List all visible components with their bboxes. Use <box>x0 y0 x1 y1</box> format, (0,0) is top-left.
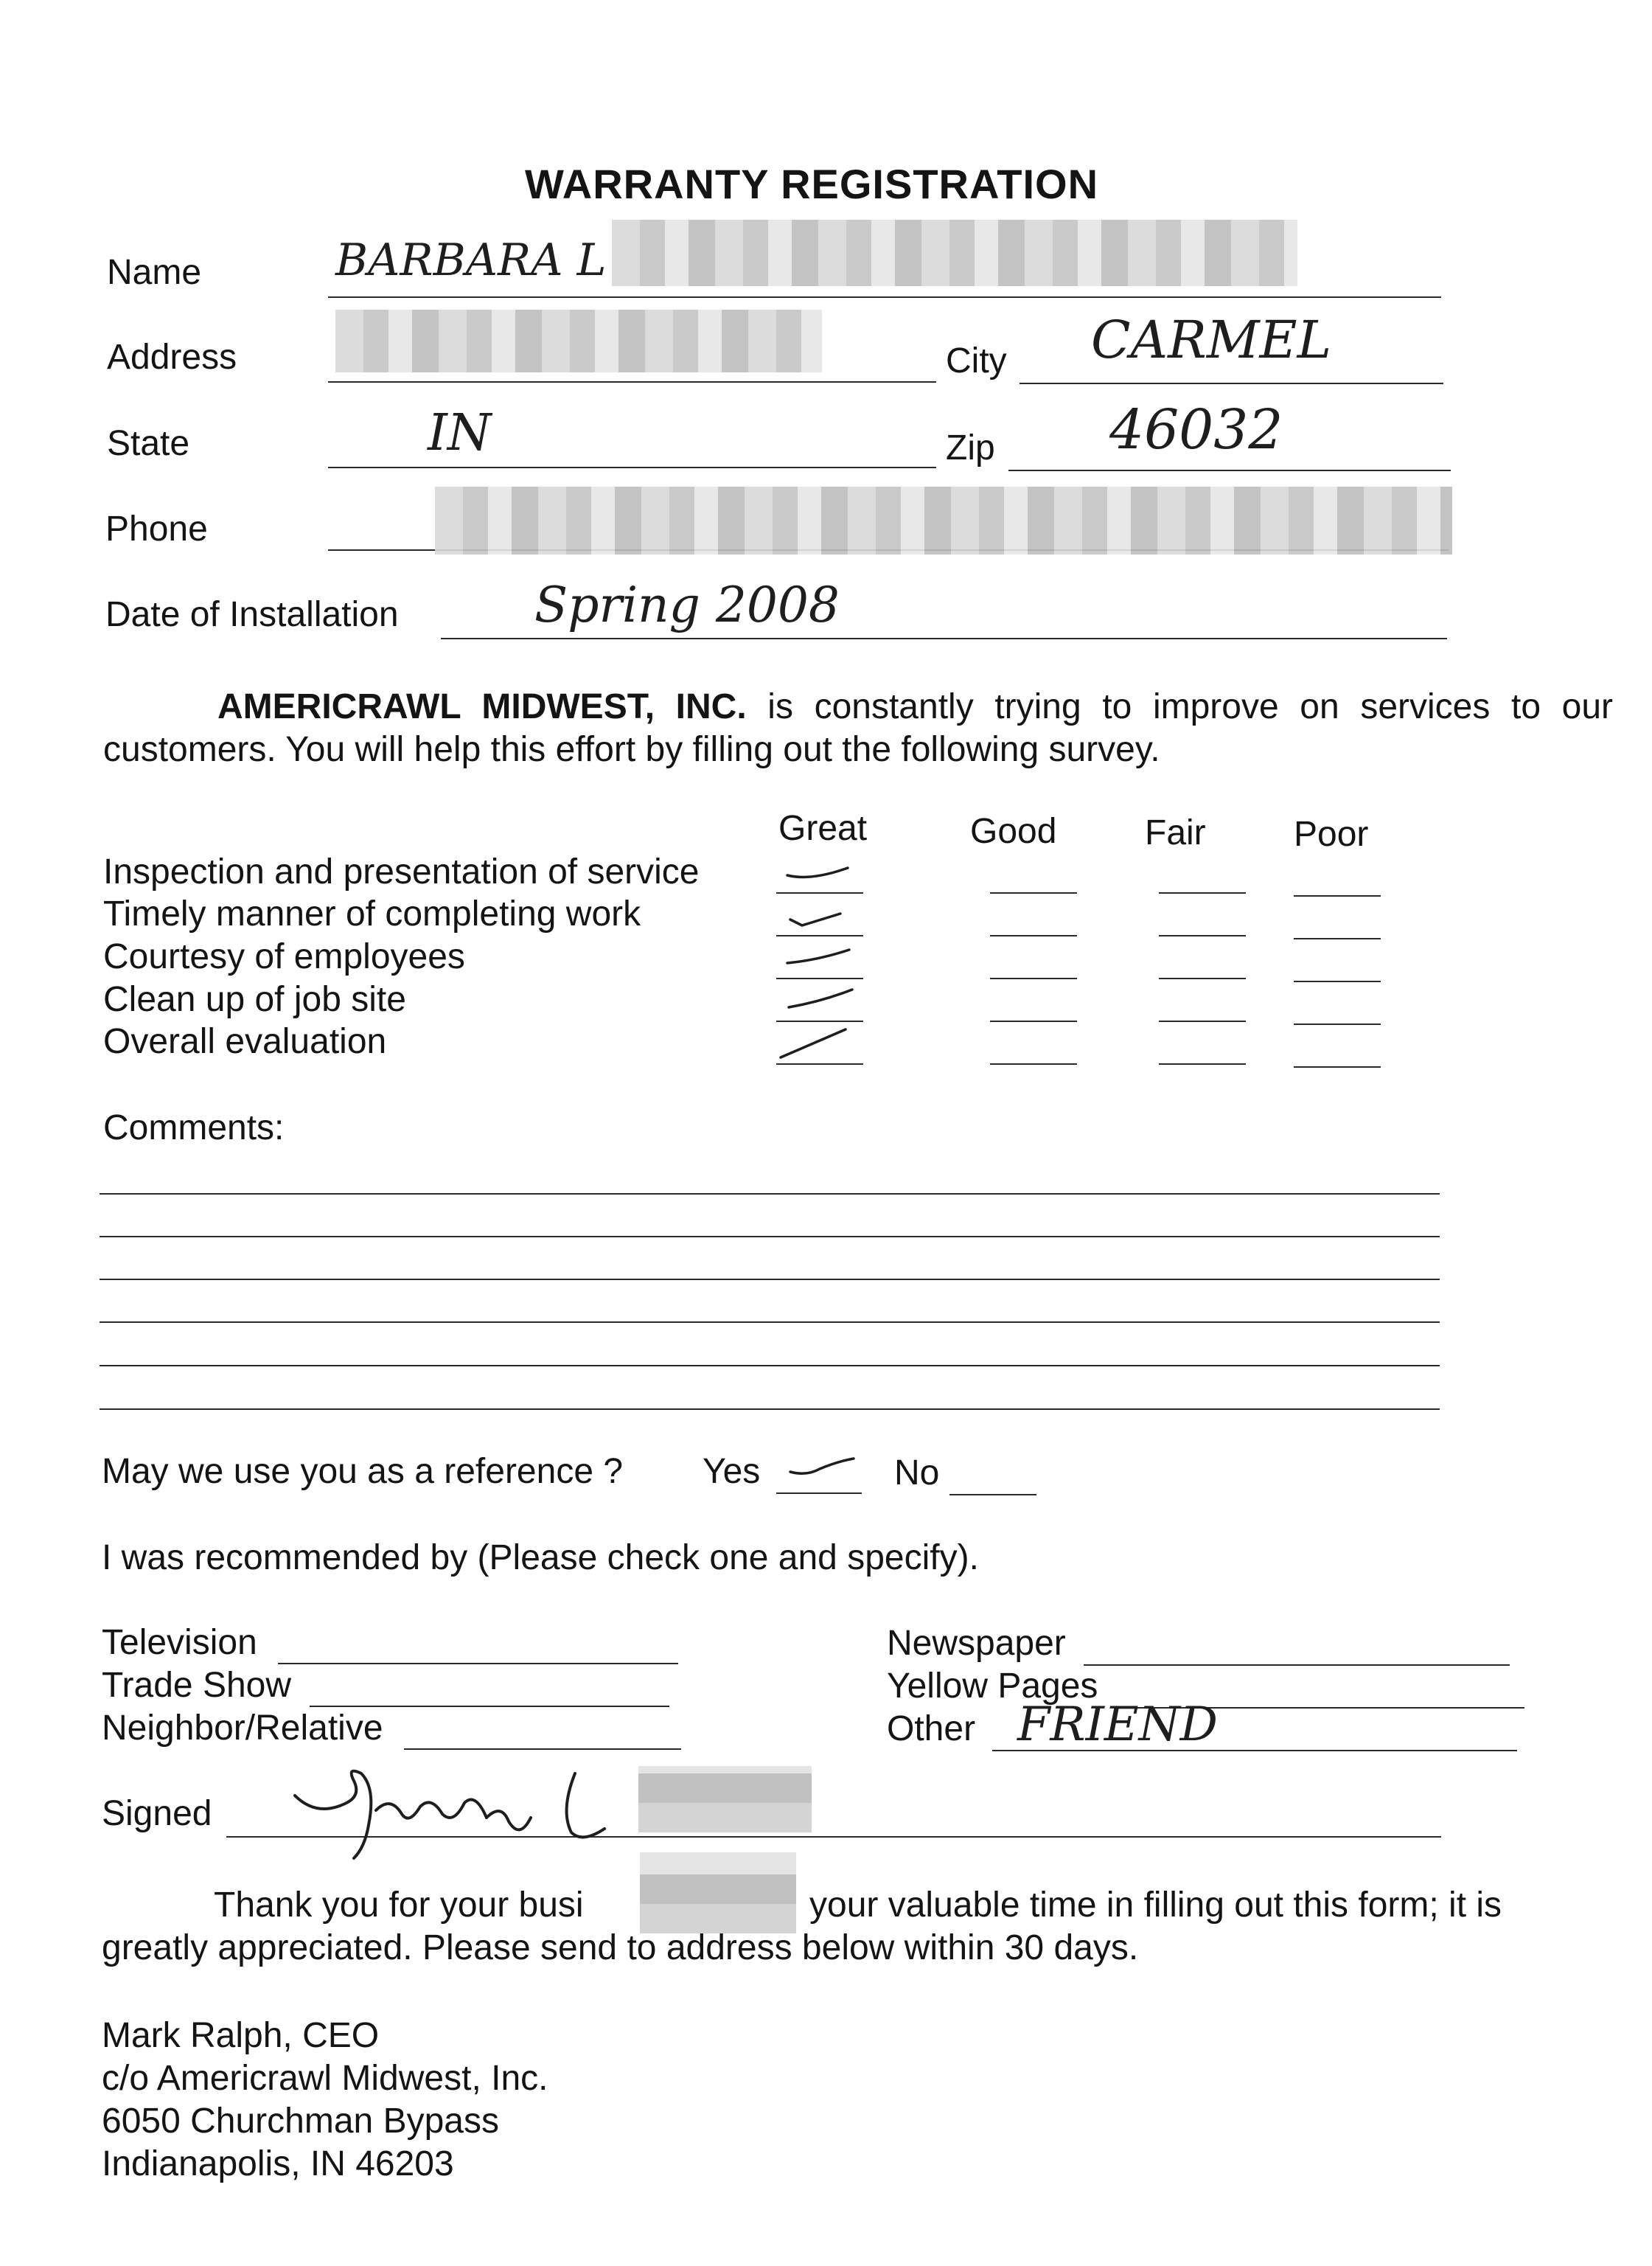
city-value[interactable]: CARMEL <box>1091 310 1332 370</box>
answer-line-good-5[interactable] <box>990 1063 1077 1065</box>
intro-paragraph <box>103 686 1613 771</box>
checkmark-icon <box>778 1025 851 1062</box>
closing-line1-start: Thank you for your busi <box>214 1886 584 1925</box>
zip-value[interactable]: 46032 <box>1109 398 1283 462</box>
answer-line-great-2[interactable] <box>776 935 863 936</box>
comment-line[interactable] <box>100 1321 1440 1323</box>
address-line-4: Indianapolis, IN 46203 <box>102 2144 454 2183</box>
answer-line-good-1[interactable] <box>990 892 1077 894</box>
television-line[interactable] <box>278 1663 678 1664</box>
date-installation-value[interactable]: Spring 2008 <box>534 577 840 633</box>
date-installation-label: Date of Installation <box>105 595 399 634</box>
comment-line[interactable] <box>100 1193 1440 1195</box>
question-inspection: Inspection and presentation of service <box>103 852 700 892</box>
comment-line[interactable] <box>100 1408 1440 1410</box>
answer-line-good-2[interactable] <box>990 935 1077 936</box>
state-line <box>328 467 936 468</box>
address-line-3: 6050 Churchman Bypass <box>102 2102 499 2141</box>
answer-line-great-3[interactable] <box>776 978 863 979</box>
address-line <box>328 381 936 383</box>
redacted-address <box>335 310 822 372</box>
state-label: State <box>107 424 190 463</box>
option-trade-show: Trade Show <box>102 1666 292 1705</box>
name-label: Name <box>107 253 202 292</box>
checkmark-icon <box>781 903 855 933</box>
question-cleanup: Clean up of job site <box>103 980 406 1019</box>
closing-line2: greatly appreciated. Please send to address below within 30 days. <box>102 1928 1139 1967</box>
answer-line-poor-2[interactable] <box>1294 938 1381 939</box>
signed-label: Signed <box>102 1794 212 1833</box>
checkmark-icon <box>781 944 855 973</box>
name-value[interactable]: BARBARA L <box>335 234 607 286</box>
checkmark-icon <box>786 1453 860 1482</box>
city-label: City <box>946 341 1007 380</box>
column-fair: Fair <box>1145 813 1206 852</box>
comment-line[interactable] <box>100 1365 1440 1366</box>
redacted-phone <box>435 487 1452 555</box>
redacted-name <box>612 220 1297 286</box>
checkmark-icon <box>781 859 855 889</box>
column-good: Good <box>970 812 1057 851</box>
zip-line <box>1008 470 1451 471</box>
reference-no-label: No <box>894 1453 940 1492</box>
name-line <box>328 296 1441 298</box>
answer-line-poor-4[interactable] <box>1294 1023 1381 1025</box>
trade-show-line[interactable] <box>310 1706 669 1707</box>
answer-line-great-5[interactable] <box>776 1063 863 1065</box>
comment-line[interactable] <box>100 1236 1440 1237</box>
closing-line1-end: your valuable time in filling out this form; it is <box>809 1886 1502 1925</box>
answer-line-poor-5[interactable] <box>1294 1066 1381 1068</box>
form-title: WARRANTY REGISTRATION <box>525 161 1099 207</box>
address-label: Address <box>107 338 237 377</box>
city-line <box>1020 383 1443 384</box>
option-yellow-pages: Yellow Pages <box>887 1667 1098 1706</box>
intro-text: is constantly trying to improve on services to our customers. You will help this effort by filling out the following survey. <box>103 687 1614 769</box>
option-television: Television <box>102 1623 257 1662</box>
answer-line-poor-3[interactable] <box>1294 981 1381 982</box>
other-value[interactable]: FRIEND <box>1017 1697 1218 1752</box>
option-other: Other <box>887 1709 976 1748</box>
answer-line-fair-1[interactable] <box>1159 892 1246 894</box>
comment-line[interactable] <box>100 1279 1440 1280</box>
comments-label: Comments: <box>103 1108 285 1147</box>
column-great: Great <box>778 809 868 848</box>
company-name: AMERICRAWL MIDWEST, INC. <box>217 687 747 726</box>
address-line-2: c/o Americrawl Midwest, Inc. <box>102 2059 548 2098</box>
answer-line-poor-1[interactable] <box>1294 895 1381 897</box>
answer-line-good-4[interactable] <box>990 1021 1077 1022</box>
answer-line-great-1[interactable] <box>776 892 863 894</box>
question-overall: Overall evaluation <box>103 1022 387 1061</box>
phone-label: Phone <box>105 510 208 549</box>
answer-line-fair-3[interactable] <box>1159 978 1246 979</box>
signature-image <box>265 1751 649 1862</box>
option-neighbor: Neighbor/Relative <box>102 1709 383 1748</box>
date-installation-line <box>441 638 1447 639</box>
reference-question: May we use you as a reference ? <box>102 1452 624 1491</box>
newspaper-line[interactable] <box>1084 1664 1510 1666</box>
recommended-prompt: I was recommended by (Please check one and specify). <box>102 1538 979 1577</box>
answer-line-fair-4[interactable] <box>1159 1021 1246 1022</box>
checkmark-icon <box>781 987 855 1016</box>
question-timely: Timely manner of completing work <box>103 894 641 934</box>
reference-yes-line[interactable] <box>776 1492 862 1494</box>
zip-label: Zip <box>946 428 995 468</box>
reference-no-line[interactable] <box>949 1494 1036 1495</box>
column-poor: Poor <box>1294 815 1369 854</box>
question-courtesy: Courtesy of employees <box>103 937 465 976</box>
reference-yes-label: Yes <box>703 1452 761 1491</box>
address-line-1: Mark Ralph, CEO <box>102 2016 380 2055</box>
answer-line-fair-5[interactable] <box>1159 1063 1246 1065</box>
answer-line-great-4[interactable] <box>776 1021 863 1022</box>
neighbor-line[interactable] <box>404 1748 681 1750</box>
answer-line-fair-2[interactable] <box>1159 935 1246 936</box>
redacted-signature <box>638 1766 812 1832</box>
redacted-closing <box>640 1852 796 1933</box>
answer-line-good-3[interactable] <box>990 978 1077 979</box>
option-newspaper: Newspaper <box>887 1624 1066 1663</box>
state-value[interactable]: IN <box>428 404 492 462</box>
